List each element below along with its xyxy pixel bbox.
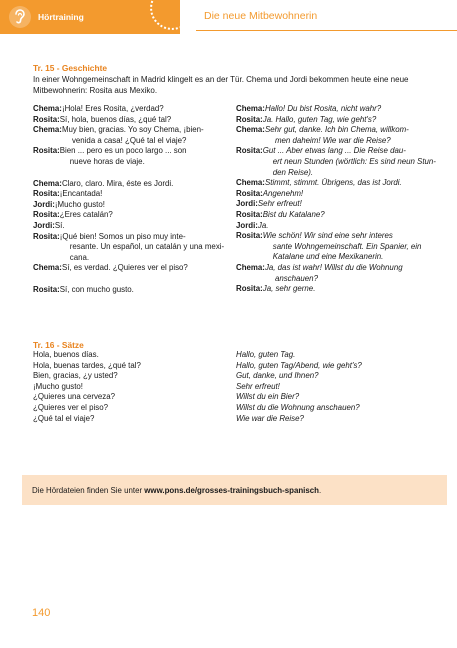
speech-line: cana. [69,252,90,262]
dialogue-line [33,221,228,232]
speech-line: Gut ... Aber etwas lang ... Die Reise dau- [262,146,406,156]
speech-text [265,125,436,146]
sentence-item: Hola, buenos días. [33,350,99,359]
dialogue-spanish [33,104,228,296]
section-label: Hörtraining [38,12,84,22]
speech-text [263,189,436,200]
dialogue-line [236,104,436,115]
speech-line: Sí, es verdad. ¿Quieres ver el piso? [61,263,188,273]
speech-line: Sí, con mucho gusto. [59,284,134,294]
sentence-item: Gut, danke, und Ihnen? [236,371,319,381]
header-rule [196,30,457,31]
dialogue-line [33,200,228,211]
dialogue-line [236,263,436,284]
speech-line: sante Wohngemeinschaft. Ein Spanier, ein [272,241,422,251]
dialogue-line [33,189,228,200]
dialogue-line [33,232,228,264]
speech-text [60,189,228,200]
speech-line: men daheim! Wie war die Reise? [274,135,391,145]
speech-line: den Reise). [272,167,314,177]
speech-line: Muy bien, gracias. Yo soy Chema, ¡bien- [61,125,204,135]
speaker-name: Chema: [236,125,265,135]
speaker-name: Rosita: [33,231,60,241]
info-url[interactable]: www.pons.de/grosses-trainingsbuch-spanisch [144,486,319,495]
speaker-name: Rosita: [33,114,60,124]
speaker-name: Jordi: [33,199,55,209]
speech-line: Hallo! Du bist Rosita, nicht wahr? [264,104,382,113]
speech-text [263,210,436,221]
speech-line: Ja, das ist wahr! Willst du die Wohnung [264,262,403,272]
speaker-name: Chema: [236,178,265,188]
speaker-name: Chema: [33,263,62,273]
speech-text [62,179,228,190]
dialogue-line [33,125,228,146]
speaker-name: Jordi: [33,220,55,230]
speaker-name: Rosita: [236,188,263,198]
header-band [0,0,180,34]
speech-line: anschauen? [274,273,318,283]
dialogue-line [236,210,436,221]
sentence-item: ¿Quieres ver el piso? [33,402,108,412]
sentences-spanish [33,350,228,424]
speech-text [62,263,228,274]
speech-line: ert neun Stunden (wörtlich: Es sind neun Stun- [272,156,436,166]
dialogue-line [236,115,436,126]
dialogue-line [33,104,228,115]
page-number: 140 [32,607,51,619]
speech-text [258,199,436,210]
dialogue-line [236,221,436,232]
speaker-name: Rosita: [236,114,263,124]
speech-text [263,146,436,178]
dialogue-line [236,189,436,200]
dialogue-line [33,210,228,221]
sentence-item: ¿Quieres una cerveza? [33,392,116,402]
sentence-item: Willst du die Wohnung anschauen? [236,402,360,412]
speech-text [263,231,436,263]
sentence-item: Hallo, guten Tag. [236,350,296,359]
dialogue-line [33,146,228,167]
dialogue-line [33,285,228,296]
speech-line: Sehr gut, danke. Ich bin Chema, willkom- [264,125,409,135]
sentence-item: Hallo, guten Tag/Abend, wie geht's? [236,360,362,370]
dialogue-gap [33,168,228,179]
intro-text: In einer Wohngemeinschaft in Madrid klingelt es an der Tür. Chema und Jordi bekommen heute eine neue Mitbewohnerin: Rosita aus Mexiko. [33,75,409,95]
sentence-item: Wie war die Reise? [236,413,304,423]
sentence-item: Bien, gracias, ¿y usted? [33,371,118,381]
speech-line: Stimmt, stimmt. Übrigens, das ist Jordi. [264,178,402,188]
speech-text [55,200,228,211]
speech-text [265,263,436,284]
speech-line: resante. Un español, un catalán y una mexi- [69,242,225,252]
speech-line: Angenehm! [262,188,304,198]
sentence-item: ¿Qué tal el viaje? [33,413,95,423]
speaker-name: Rosita: [236,284,263,294]
speaker-name: Rosita: [33,210,60,220]
speaker-name: Rosita: [236,209,263,219]
speech-line: Ja, sehr gerne. [262,284,316,294]
speaker-name: Rosita: [33,189,60,199]
sentence-item: ¡Mucho gusto! [33,381,83,391]
speech-line: ¿Eres catalán? [59,210,113,220]
speech-text [265,104,436,115]
speech-text [60,210,228,221]
dialogue-line [236,231,436,263]
speech-text [265,178,436,189]
speech-line: Sehr erfreut! [257,199,302,209]
dialogue-line [236,146,436,178]
speaker-name: Chema: [33,125,62,135]
speech-line: ¡Mucho gusto! [54,199,105,209]
speech-text [62,125,228,146]
audio-info-text [32,486,321,495]
info-suffix: . [318,486,322,495]
info-prefix: Die Hördateien finden Sie unter [32,486,145,495]
track-16-title: Tr. 16 - Sätze [33,340,84,350]
speech-text [263,115,436,126]
speech-line: Sí, hola, buenos días, ¿qué tal? [59,114,172,124]
speaker-name: Jordi: [236,199,258,209]
speech-line: venida a casa! ¿Qué tal el viaje? [71,135,187,145]
speech-line: Ja. [257,220,269,230]
dialogue-line [236,125,436,146]
chapter-title: Die neue Mitbewohnerin [204,10,318,22]
speech-line: ¡Hola! Eres Rosita, ¿verdad? [61,104,164,113]
header-decoration [150,0,180,30]
dialogue-line [33,115,228,126]
speech-line: ¡Encantada! [59,189,103,199]
speech-text [263,284,436,295]
speech-line: Bien ... pero es un poco largo ... son [59,146,187,156]
audio-info-box [22,475,447,505]
dialogue-line [33,179,228,190]
dialogue-german [236,104,436,295]
speech-line: nueve horas de viaje. [69,156,145,166]
speaker-name: Chema: [33,104,62,113]
speech-line: Claro, claro. Mira, éste es Jordi. [61,178,174,188]
sentence-item: Willst du ein Bier? [236,392,300,402]
speech-line: Ja. Hallo, guten Tag, wie geht's? [262,114,377,124]
dialogue-line [33,263,228,274]
speech-text [258,221,436,232]
sentence-item: Hola, buenas tardes, ¿qué tal? [33,360,141,370]
speech-text [60,232,228,264]
speaker-name: Rosita: [33,284,60,294]
dialogue-line [236,178,436,189]
speaker-name: Rosita: [236,146,263,156]
dialogue-line [236,199,436,210]
speaker-name: Rosita: [236,231,263,241]
speech-line: Katalane und eine Mexikanerin. [272,252,384,262]
speech-text [60,285,228,296]
speaker-name: Jordi: [236,220,258,230]
speaker-name: Rosita: [33,146,60,156]
sentence-item: Sehr erfreut! [236,381,280,391]
speech-text [60,115,228,126]
dialogue-gap [33,274,228,285]
page-header [0,0,457,34]
speech-text [60,146,228,167]
speaker-name: Chema: [236,104,265,113]
sentences-german [236,350,436,424]
speaker-name: Chema: [33,178,62,188]
speech-line: Wie schön! Wir sind eine sehr interes [262,231,393,241]
ear-icon [8,5,32,29]
speech-text [62,104,228,115]
speech-text [55,221,228,232]
speaker-name: Chema: [236,262,265,272]
speech-line: Bist du Katalane? [262,209,325,219]
speech-line: ¡Qué bien! Somos un piso muy inte- [59,231,186,241]
dialogue-line [236,284,436,295]
track-15-title: Tr. 15 - Geschichte [33,63,108,73]
speech-line: Sí. [54,220,65,230]
